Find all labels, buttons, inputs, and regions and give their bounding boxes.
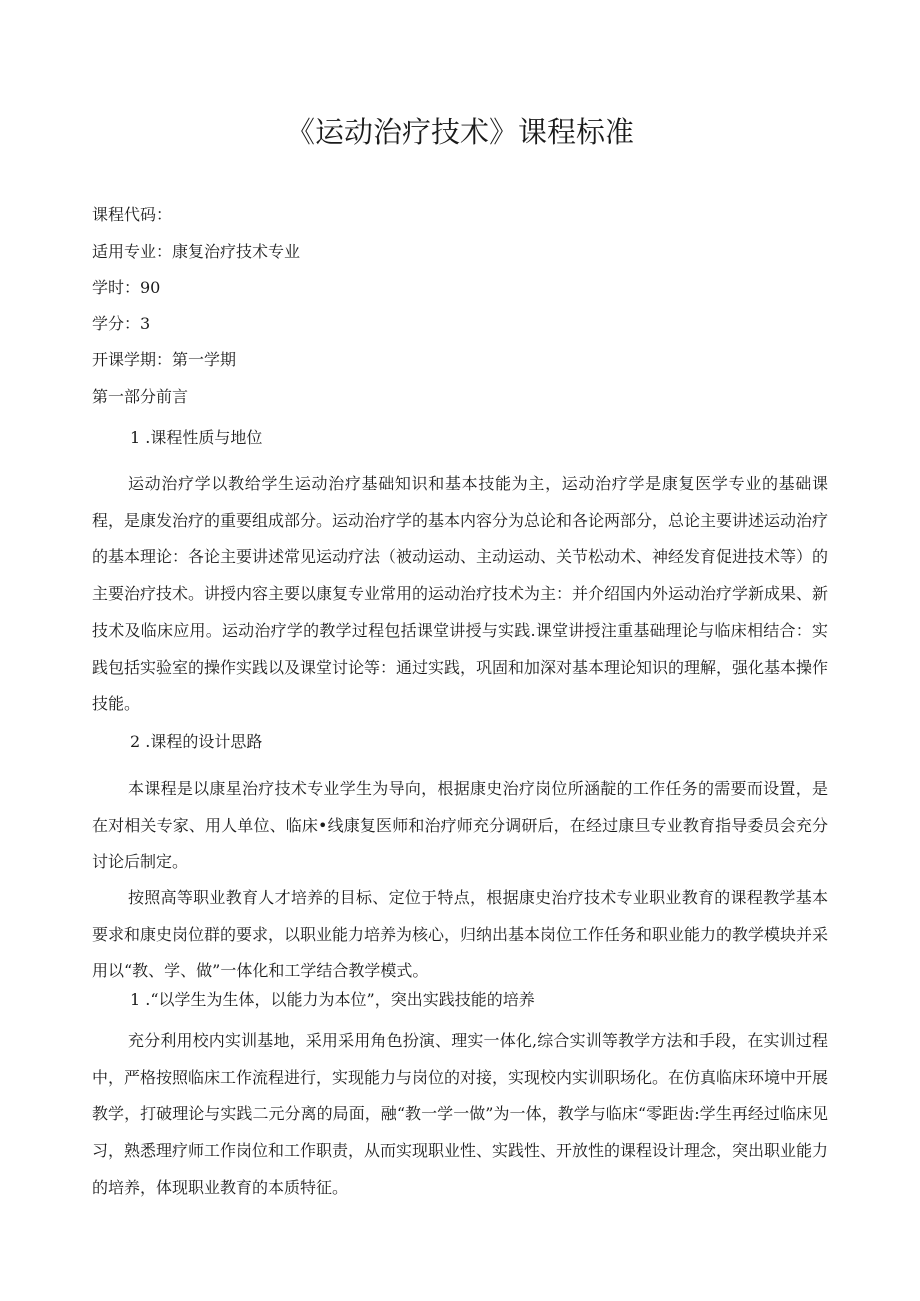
section2-paragraph-1: 本课程是以康星治疗技术专业学生为导向，根据康史治疗岗位所涵靛的工作任务的需要而设置，是在对相关专家、用人单位、临床•线康复医师和治疗师充分调研后，在经过康旦专业教育指导委员会充分讨论后制定。 [92, 779, 828, 872]
subsection1-heading: 1 .“以学生为生体，以能力为本位”，突出实践技能的培养 [130, 990, 535, 1009]
class-hours: 学时：90 [92, 278, 161, 297]
section1-paragraph: 运动治疗学以教给学生运动治疗基础知识和基本技能为主，运动治疗学是康复医学专业的基础课程，是康发治疗的重要组成部分。运动治疗学的基本内容分为总论和各论两部分，总论主要讲述运动治疗的基本理论：各论主要讲述常见运动疗法（被动运动、主动运动、关节松动术、神经发育促进技术等）的主要治疗技术。讲授内容主要以康复专业常用的运动治疗技术为主：并介绍国内外运动治疗学新成果、新技术及临床应用。运动治疗学的教学过程包括课堂讲授与实践.课堂讲授注重基础理论与临床相结合：实践包括实验室的操作实践以及课堂讨论等：通过实践，巩固和加深对基本理论知识的理解，强化基本操作技能。 [92, 474, 829, 714]
section2-paragraph-2: 按照高等职业教育人才培养的目标、定位于特点，根据康史治疗技术专业职业教育的课程教学基本要求和康史岗位群的要求，以职业能力培养为核心，归纳出基本岗位工作任务和职业能力的教学模块并采用以“教、学、做”一体化和工学结合教学模式。 [92, 888, 829, 981]
applicable-major: 适用专业：康复治疗技术专业 [92, 242, 301, 261]
part1-heading: 第一部分前言 [92, 387, 189, 406]
section1-heading: 1 .课程性质与地位 [130, 428, 263, 447]
subsection1-paragraph: 充分利用校内实训基地，采用采用角色扮演、理实一体化,综合实训等教学方法和手段，在实训过程中，严格按照临床工作流程进行，实现能力与岗位的对接，实现校内实训职场化。在仿真临床环境中开展教学，打破理论与实践二元分离的局面，融“教一学一做”为一体，教学与临床“零距齿:学生再经过临床见习，熟悉理疗师工作岗位和工作职责，从而实现职业性、实践性、开放性的课程设计理念，突出职业能力的培养，体现职业教育的本质特征。 [92, 1031, 829, 1197]
credits: 学分：3 [92, 314, 151, 333]
course-code: 课程代码： [92, 205, 173, 224]
document-title: 《运动治疗技术》课程标准 [285, 115, 634, 149]
section2-heading: 2 .课程的设计思路 [130, 732, 263, 751]
semester: 开课学期：第一学期 [92, 350, 237, 369]
